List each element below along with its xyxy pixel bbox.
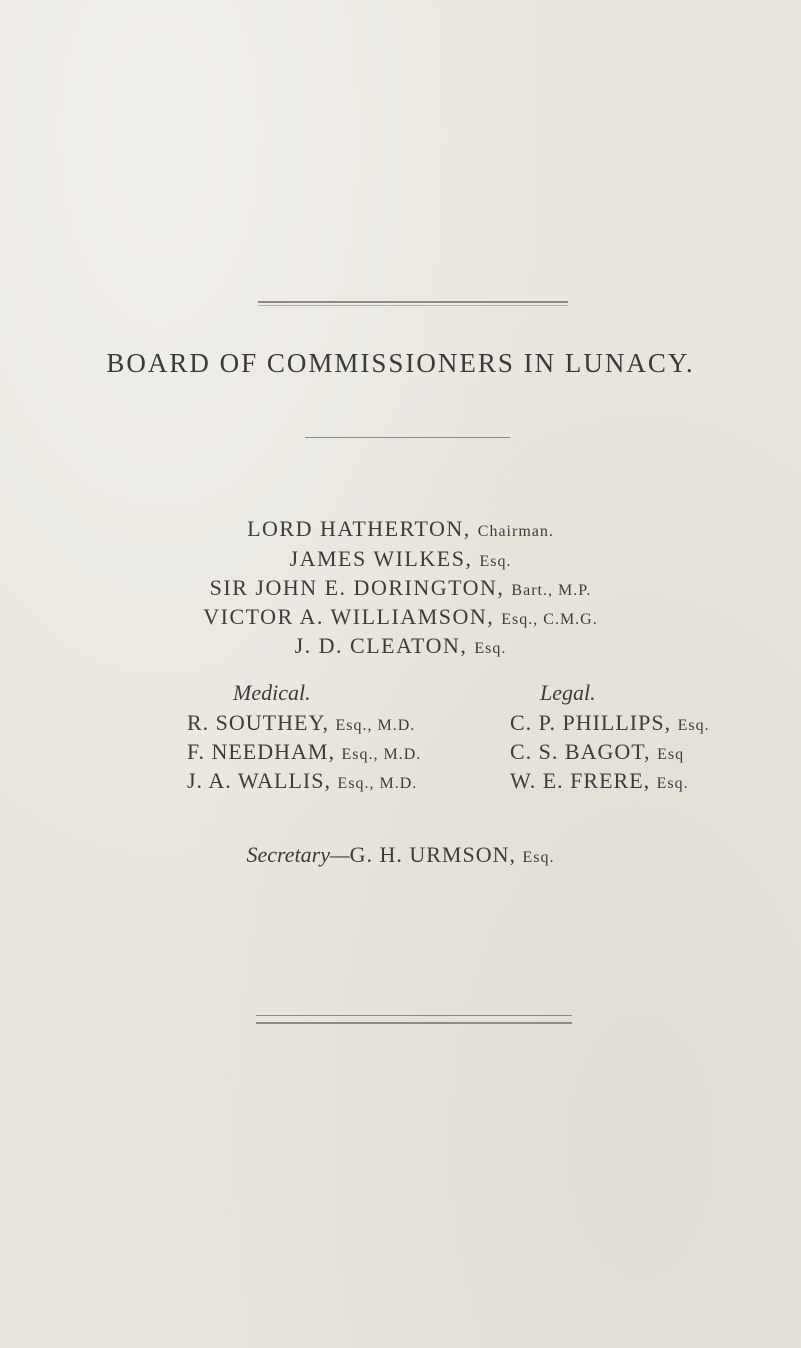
member-name: C. P. PHILLIPS, bbox=[510, 710, 672, 735]
board-member-title: Esq. bbox=[479, 553, 512, 570]
secretary-label: Secretary— bbox=[246, 842, 350, 867]
board-member-title: Esq., C.M.G. bbox=[501, 611, 598, 628]
bottom-rule bbox=[256, 1022, 572, 1024]
board-member-name: VICTOR A. WILLIAMSON, bbox=[203, 604, 495, 629]
board-member-name: J. D. CLEATON, bbox=[294, 633, 468, 658]
member-title: Esq., M.D. bbox=[341, 746, 422, 763]
title-rule bbox=[305, 437, 510, 438]
secretary-line bbox=[0, 842, 801, 868]
member-title: Esq. bbox=[677, 717, 710, 734]
legal-member bbox=[510, 768, 689, 794]
legal-heading: Legal. bbox=[540, 680, 596, 705]
board-member-name: SIR JOHN E. DORINGTON, bbox=[209, 575, 505, 600]
member-title: Esq bbox=[657, 746, 685, 763]
member-name: J. A. WALLIS, bbox=[187, 768, 331, 793]
board-member bbox=[0, 604, 801, 630]
top-rule bbox=[258, 301, 568, 303]
medical-member bbox=[187, 739, 421, 765]
member-title: Esq. bbox=[656, 775, 689, 792]
secretary-name: G. H. URMSON, bbox=[349, 842, 516, 867]
member-name: W. E. FRERE, bbox=[510, 768, 651, 793]
document-title: BOARD OF COMMISSIONERS IN LUNACY. bbox=[106, 348, 695, 378]
legal-member bbox=[510, 739, 684, 765]
member-name: C. S. BAGOT, bbox=[510, 739, 651, 764]
board-member-chairman bbox=[0, 516, 801, 542]
medical-member bbox=[187, 768, 417, 794]
board-member-title: Esq. bbox=[474, 640, 507, 657]
member-title: Esq., M.D. bbox=[337, 775, 418, 792]
board-member bbox=[0, 546, 801, 572]
board-member-name: LORD HATHERTON, bbox=[247, 516, 471, 541]
secretary-title: Esq. bbox=[522, 849, 555, 866]
board-member-title: Chairman. bbox=[477, 523, 554, 540]
member-name: R. SOUTHEY, bbox=[187, 710, 330, 735]
board-member-title: Bart., M.P. bbox=[511, 582, 592, 599]
medical-heading: Medical. bbox=[233, 680, 311, 705]
member-title: Esq., M.D. bbox=[335, 717, 416, 734]
legal-member bbox=[510, 710, 710, 736]
board-member-name: JAMES WILKES, bbox=[289, 546, 473, 571]
member-name: F. NEEDHAM, bbox=[187, 739, 335, 764]
bottom-rule-thin bbox=[256, 1015, 572, 1016]
board-member bbox=[0, 575, 801, 601]
top-rule-thin bbox=[258, 305, 568, 306]
board-member bbox=[0, 633, 801, 659]
medical-member bbox=[187, 710, 415, 736]
